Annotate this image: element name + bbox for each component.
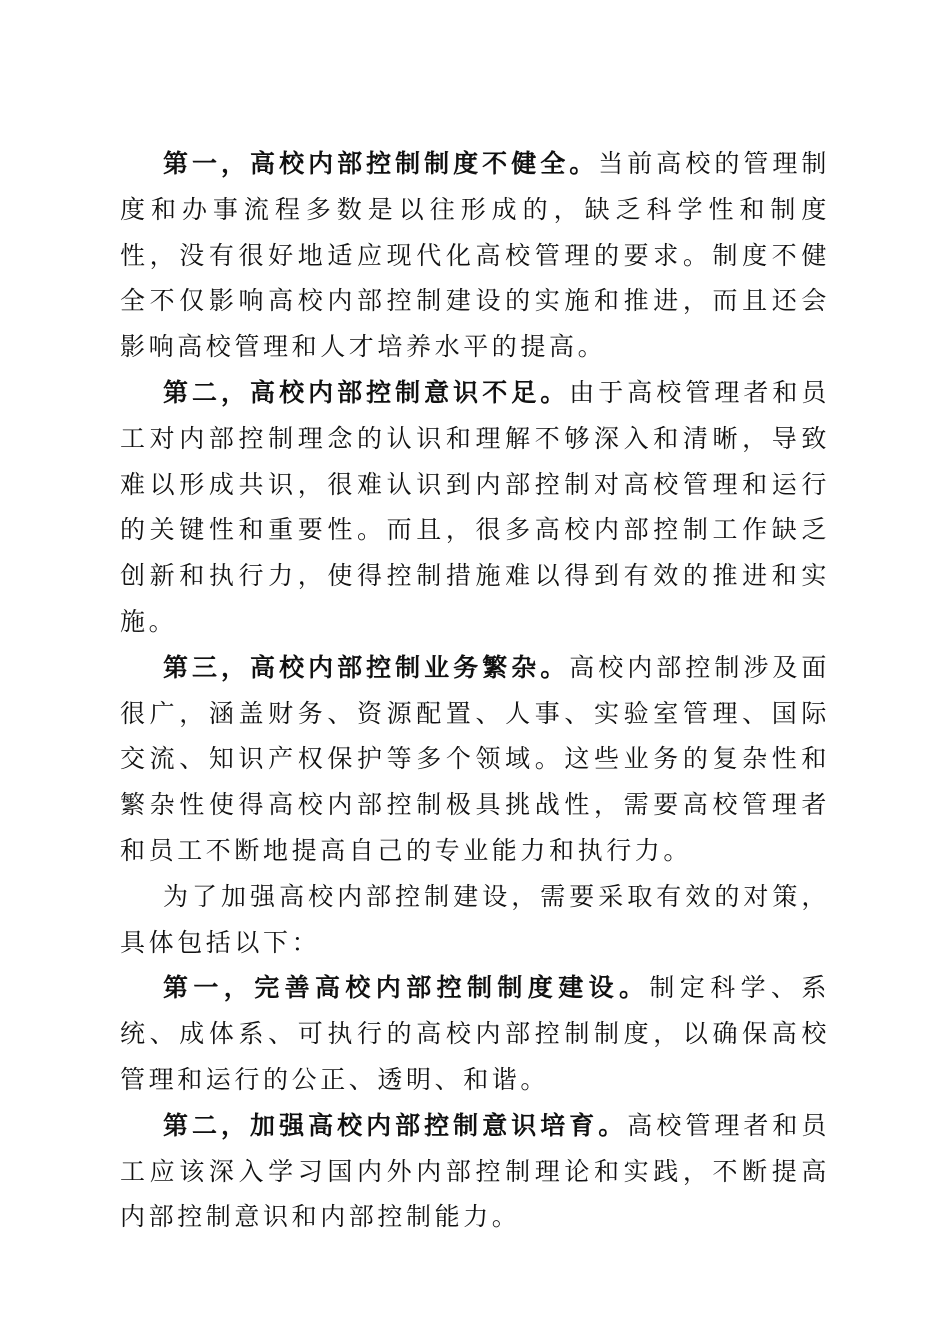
paragraph-lead: 第一，完善高校内部控制制度建设。 [163, 973, 650, 1003]
paragraph-text: 当前高校的管理制度和办事流程多数是以往形成的，缺乏科学性和制度性，没有很好地适应现代化高校管理的要求。制度不健全不仅影响高校内部控制建设的实施和推进，而且还会影响高校管理和人才培养水平的提高。 [120, 149, 830, 362]
paragraph-problem-3 [120, 645, 830, 874]
paragraph-measure-2 [120, 1103, 830, 1240]
paragraph-problem-2 [120, 370, 830, 645]
paragraph-lead: 第二，高校内部控制意识不足。 [163, 377, 570, 407]
paragraph-text: 高校内部控制涉及面很广，涵盖财务、资源配置、人事、实验室管理、国际交流、知识产权保护等多个领域。这些业务的复杂性和繁杂性使得高校内部控制极具挑战性，需要高校管理者和员工不断地提高自己的专业能力和执行力。 [120, 652, 830, 865]
paragraph-lead: 第三，高校内部控制业务繁杂。 [163, 652, 570, 682]
paragraph-text: 由于高校管理者和员工对内部控制理念的认识和理解不够深入和清晰，导致难以形成共识，很难认识到内部控制对高校管理和运行的关键性和重要性。而且，很多高校内部控制工作缺乏创新和执行力，使得控制措施难以得到有效的推进和实施。 [120, 377, 830, 636]
paragraph-lead: 第二，加强高校内部控制意识培育。 [163, 1110, 628, 1140]
paragraph-text: 制定科学、系统、成体系、可执行的高校内部控制制度，以确保高校管理和运行的公正、透明、和谐。 [120, 973, 830, 1094]
paragraph-text: 高校管理者和员工应该深入学习国内外内部控制理论和实践，不断提高内部控制意识和内部控制能力。 [120, 1110, 831, 1232]
paragraph-text: 为了加强高校内部控制建设，需要采取有效的对策，具体包括以下： [120, 881, 830, 957]
paragraph-measure-1 [120, 965, 830, 1102]
paragraph-problem-1 [120, 141, 830, 370]
paragraph-countermeasures-intro [120, 874, 830, 966]
paragraph-lead: 第一，高校内部控制制度不健全。 [163, 149, 599, 178]
document-page [120, 141, 830, 1240]
